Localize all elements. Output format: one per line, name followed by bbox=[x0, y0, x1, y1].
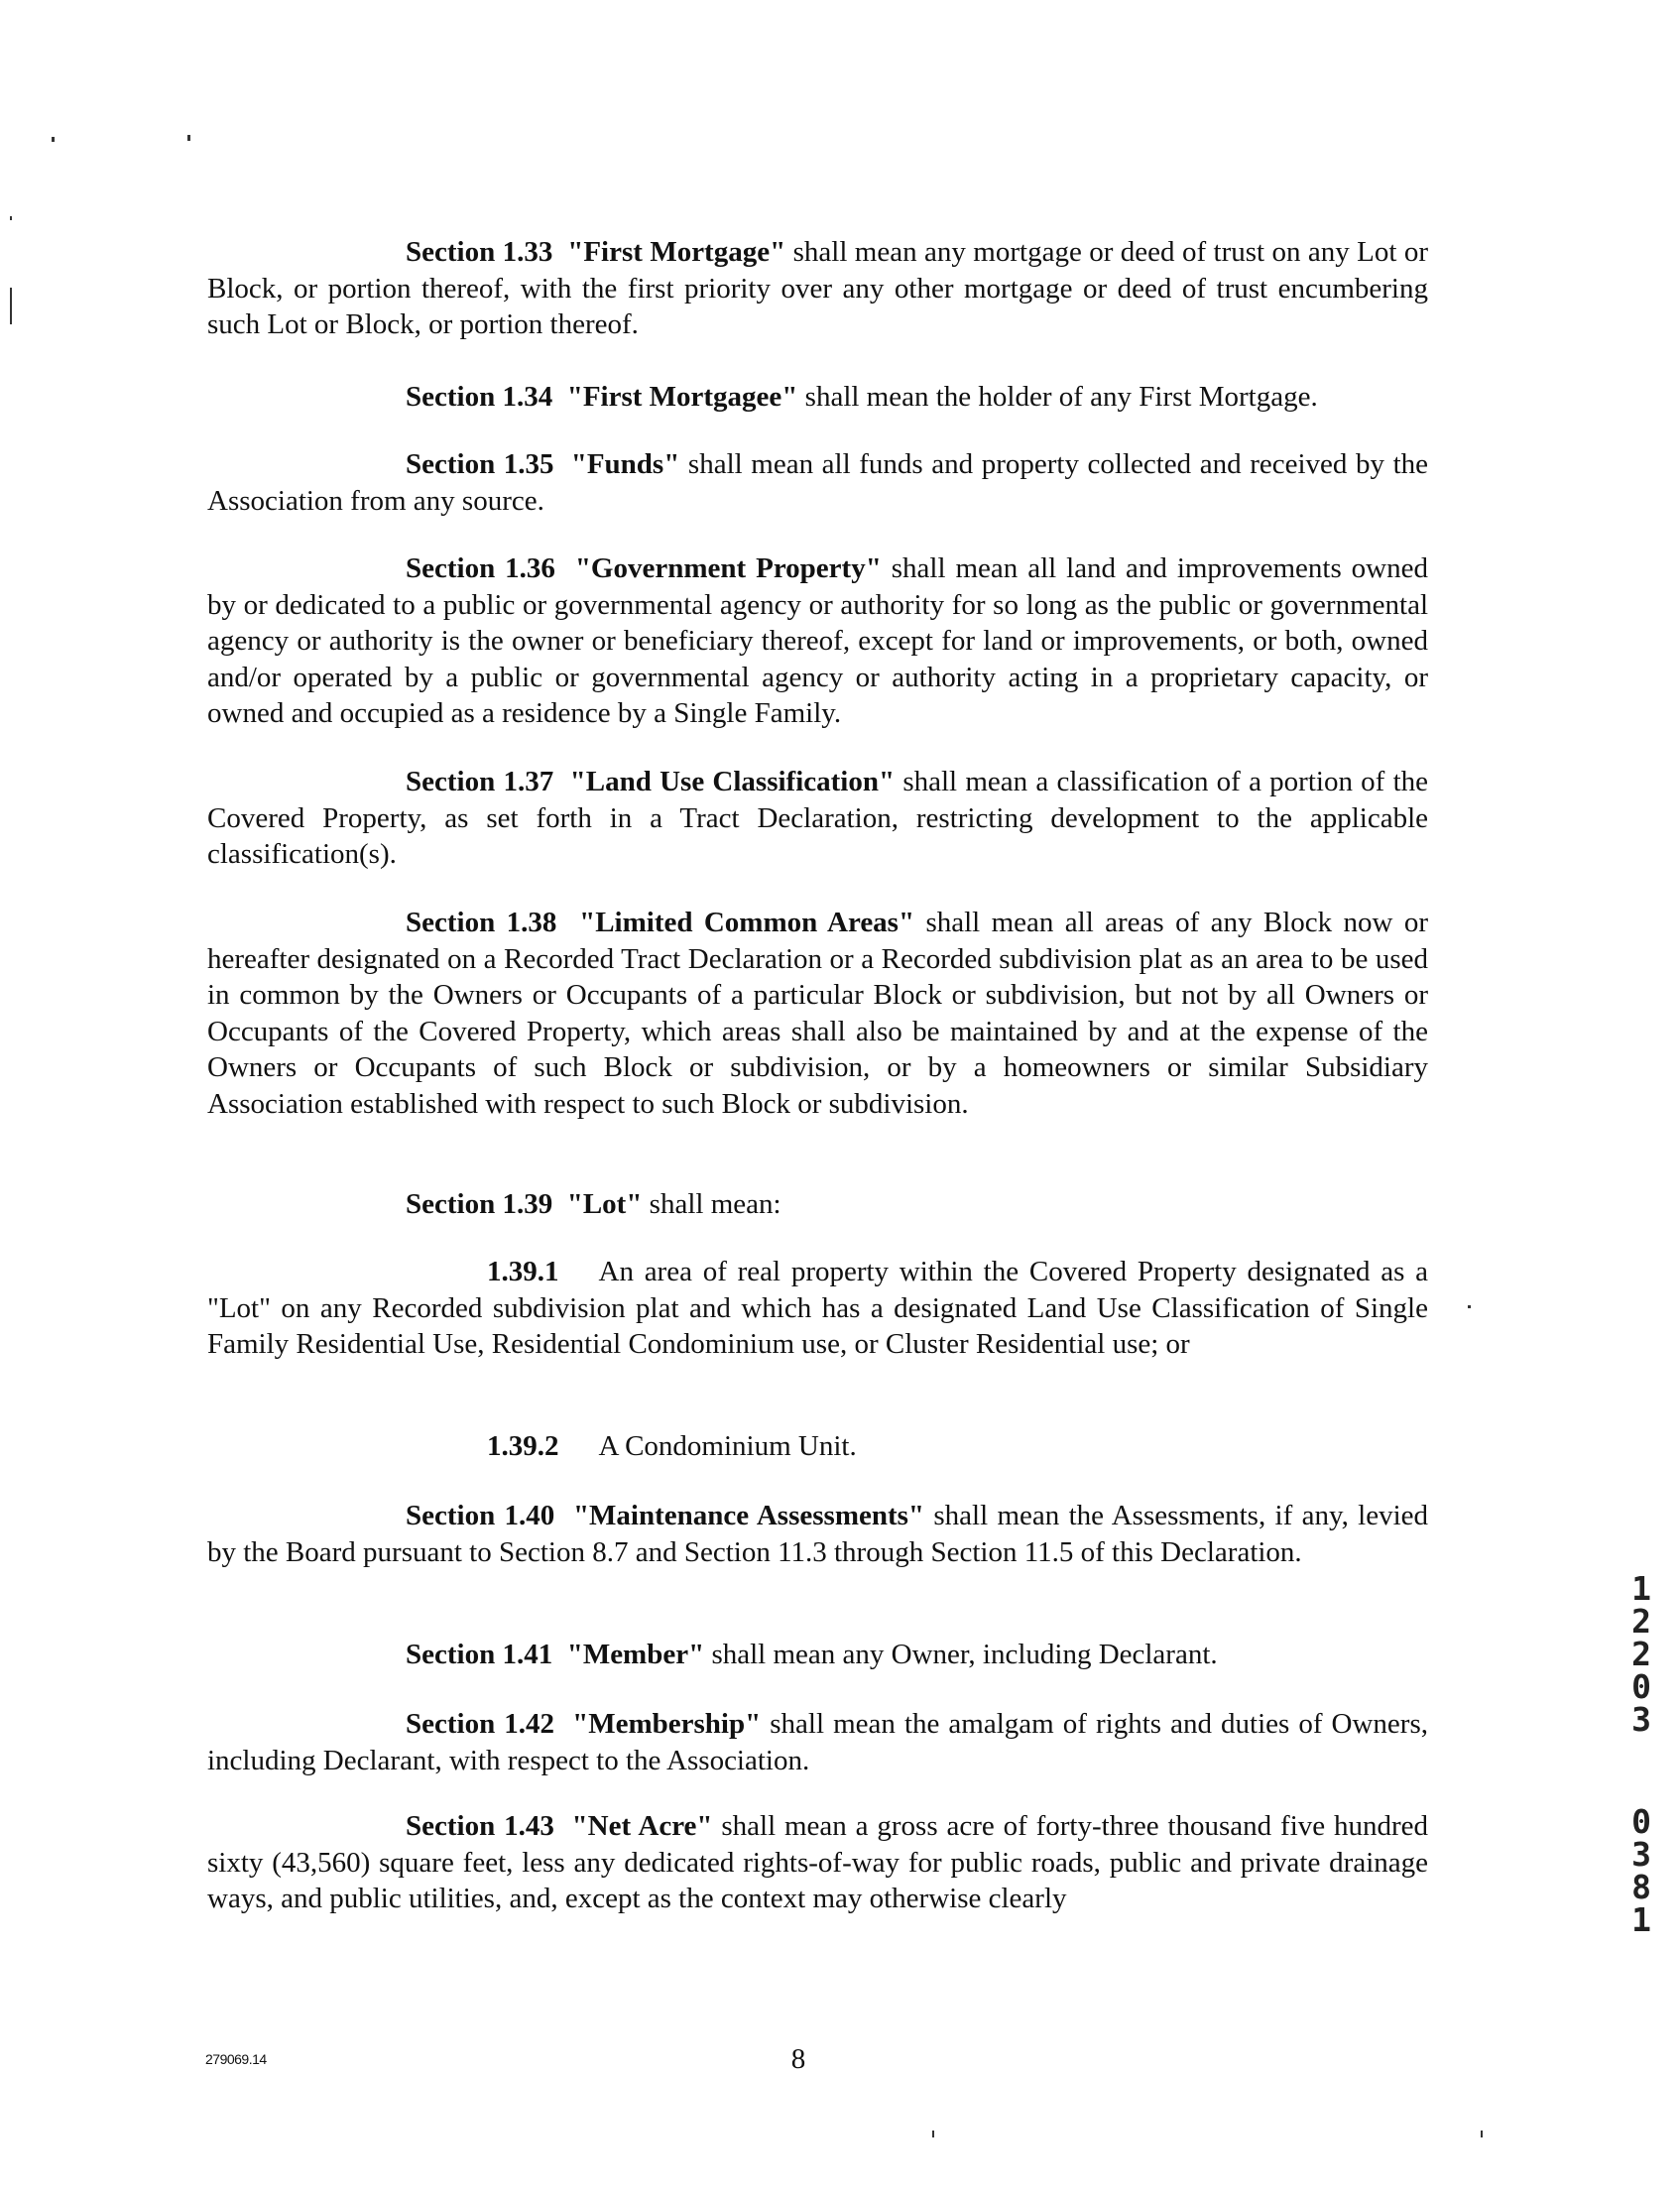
section-1-41 bbox=[207, 1637, 1428, 1673]
scan-line bbox=[10, 288, 12, 324]
section-label: Section 1.35 bbox=[406, 448, 554, 480]
defined-term: "Net Acre" bbox=[571, 1810, 713, 1842]
defined-term: "Maintenance Assessments" bbox=[572, 1500, 925, 1531]
subsection-body: A Condominium Unit. bbox=[598, 1430, 857, 1462]
section-label: Section 1.40 bbox=[406, 1500, 555, 1531]
section-label: Section 1.39 bbox=[406, 1188, 553, 1220]
section-label: Section 1.37 bbox=[406, 766, 554, 797]
section-label: Section 1.38 bbox=[406, 907, 557, 938]
section-body: shall mean all land and improvements owned by or dedicated to a public or governmental agency or authority for so long as the public or governmental agency or authority is the owner or beneficiary thereof, except for land or improvements, or both, owned and/or operated by a public or governmental agency or authority acting in a proprietary capacity, or owned and occupied as a residence by a Single Family. bbox=[207, 552, 1428, 729]
section-body: shall mean all funds and property collected and received by the Association from any source. bbox=[207, 448, 1429, 517]
section-1-39 bbox=[207, 1186, 1428, 1223]
section-body: shall mean the Assessments, if any, levied by the Board pursuant to Section 8.7 and Section 11.3 through Section 11.5 of this Declaration. bbox=[207, 1500, 1428, 1568]
section-1-43 bbox=[207, 1808, 1428, 1917]
stamp-digit: 0 bbox=[1631, 1667, 1651, 1706]
defined-term: "First Mortgage" bbox=[567, 236, 786, 268]
defined-term: "Lot" bbox=[566, 1188, 643, 1220]
scan-speck bbox=[52, 137, 55, 142]
section-body: shall mean a classification of a portion of the Covered Property, as set forth in a Tract Declaration, restricting development to the applicable classification(s). bbox=[207, 766, 1428, 870]
scan-speck bbox=[1481, 2131, 1483, 2137]
stamp-digit: 1 bbox=[1631, 1900, 1651, 1939]
stamp-digit: 1 bbox=[1631, 1569, 1651, 1608]
section-label: Section 1.41 bbox=[406, 1639, 553, 1670]
stamp-digit: 8 bbox=[1631, 1868, 1651, 1906]
recording-stamp-upper bbox=[1626, 1569, 1656, 1739]
subsection-1-39-2 bbox=[207, 1428, 1428, 1465]
section-body: shall mean any mortgage or deed of trust on any Lot or Block, or portion thereof, with the first priority over any other mortgage or deed of trust encumbering such Lot or Block, or portion thereof. bbox=[207, 236, 1429, 340]
stamp-digit: 0 bbox=[1631, 1802, 1651, 1841]
section-body: shall mean: bbox=[642, 1188, 781, 1220]
stamp-digit: 2 bbox=[1631, 1602, 1651, 1641]
subsection-1-39-1 bbox=[207, 1254, 1428, 1363]
section-1-33 bbox=[207, 234, 1428, 343]
defined-term: "Member" bbox=[566, 1639, 705, 1670]
stamp-digit: 3 bbox=[1631, 1835, 1651, 1874]
section-body: shall mean a gross acre of forty-three thousand five hundred sixty (43,560) square feet, less any dedicated rights-of-way for public roads, public and private drainage ways, and public utilities, and, except as the context may otherwise clearly bbox=[207, 1810, 1429, 1914]
section-label: Section 1.34 bbox=[406, 381, 553, 413]
section-1-40 bbox=[207, 1498, 1428, 1570]
section-label: Section 1.42 bbox=[406, 1708, 555, 1740]
section-body: shall mean the amalgam of rights and duties of Owners, including Declarant, with respect to the Association. bbox=[207, 1708, 1428, 1776]
defined-term: "Land Use Classification" bbox=[569, 766, 896, 797]
section-body: shall mean all areas of any Block now or hereafter designated on a Recorded Tract Declaration or a Recorded subdivision plat as an area to be used in common by the Owners or Occupants of a particular Block or subdivision, but not by all Owners or Occupants of the Covered Property, which areas shall also be maintained by and at the expense of the Owners or Occupants of such Block or subdivision, or by a homeowners or similar Subsidiary Association established with respect to such Block or subdivision. bbox=[207, 907, 1428, 1120]
subsection-body: An area of real property within the Covered Property designated as a "Lot" on any Recorded subdivision plat and which has a designated Land Use Classification of Single Family Residential Use, Residential Condominium use, or Cluster Residential use; or bbox=[207, 1256, 1428, 1360]
stamp-digit: 3 bbox=[1631, 1700, 1651, 1739]
section-1-42 bbox=[207, 1706, 1428, 1778]
scan-speck bbox=[932, 2131, 934, 2137]
section-1-38 bbox=[207, 905, 1428, 1122]
stamp-digit: 2 bbox=[1631, 1635, 1651, 1673]
section-label: Section 1.36 bbox=[406, 552, 555, 584]
section-body: shall mean any Owner, including Declarant. bbox=[704, 1639, 1218, 1670]
document-code: 279069.14 bbox=[205, 2051, 267, 2067]
section-label: Section 1.43 bbox=[406, 1810, 554, 1842]
scan-speck bbox=[1468, 1305, 1471, 1308]
section-1-36 bbox=[207, 550, 1428, 732]
subsection-number: 1.39.2 bbox=[487, 1430, 559, 1462]
defined-term: "Government Property" bbox=[574, 552, 882, 584]
scan-speck bbox=[187, 135, 190, 141]
section-1-35 bbox=[207, 446, 1428, 519]
section-body: shall mean the holder of any First Mortgage. bbox=[797, 381, 1318, 413]
section-1-34 bbox=[207, 379, 1428, 416]
defined-term: "Membership" bbox=[572, 1708, 762, 1740]
defined-term: "Funds" bbox=[570, 448, 680, 480]
subsection-number: 1.39.1 bbox=[487, 1256, 559, 1287]
section-1-37 bbox=[207, 764, 1428, 873]
defined-term: "First Mortgagee" bbox=[566, 381, 798, 413]
recording-stamp-lower bbox=[1626, 1802, 1656, 1939]
scan-speck bbox=[10, 216, 12, 220]
defined-term: "Limited Common Areas" bbox=[579, 907, 915, 938]
section-label: Section 1.33 bbox=[406, 236, 553, 268]
page-number: 8 bbox=[790, 2043, 806, 2075]
